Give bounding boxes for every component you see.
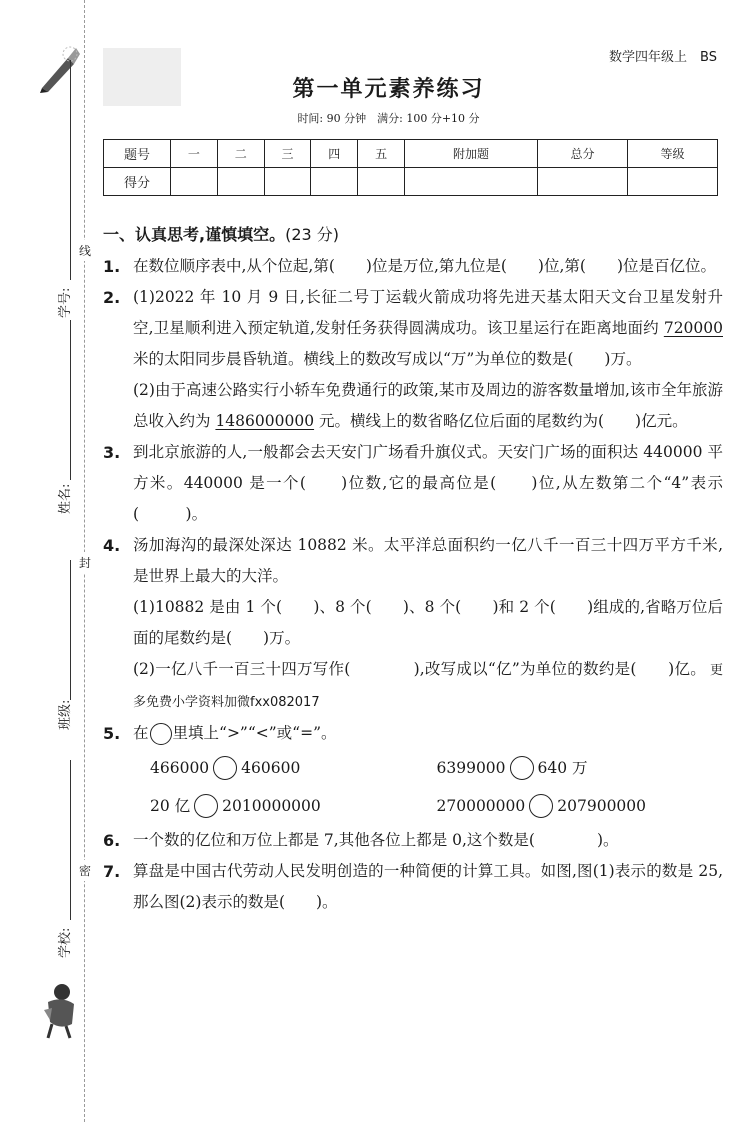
- question-number: 4.: [103, 536, 121, 555]
- compare-left: 466000: [150, 759, 210, 777]
- score-header-cell: 总分: [538, 140, 628, 168]
- name-label: 姓名:: [58, 483, 73, 514]
- compare-left: 270000000: [436, 797, 526, 815]
- question-3: [103, 437, 723, 530]
- compare-answer-circle[interactable]: [213, 756, 237, 780]
- text: (1)2022 年 10 月 9 日,长征二号丁运载火箭成功将先进天基太阳天文台卫星发射升空,卫星顺利进入预定轨道,发射任务获得圆满成功。该卫星运行在距离地面约: [133, 288, 723, 337]
- seal-char-line: 线: [79, 240, 91, 261]
- question-text: 在数位顺序表中,从个位起,第( )位是万位,第九位是( )位,第( )位是百亿位。: [133, 257, 716, 275]
- seal-char-seal: 封: [79, 552, 91, 573]
- name-line: [70, 320, 71, 480]
- compare-left: 20 亿: [150, 797, 191, 815]
- compare-right: 2010000000: [222, 797, 321, 815]
- compare-row: [103, 787, 723, 825]
- seal-char-secret: 密: [79, 860, 91, 881]
- question-number: 5.: [103, 724, 121, 743]
- score-header-cell: 等级: [628, 140, 718, 168]
- compare-item: [437, 787, 724, 825]
- compare-answer-circle[interactable]: [510, 756, 534, 780]
- question-body: [133, 530, 723, 718]
- score-cell[interactable]: [404, 168, 537, 196]
- compare-right: 207900000: [557, 797, 647, 815]
- question-4-part-2: [133, 654, 723, 718]
- page-title: 第一单元素养练习: [292, 76, 485, 102]
- school-label: 学校:: [58, 927, 73, 958]
- question-number: 6.: [103, 831, 121, 850]
- score-cell[interactable]: [171, 168, 218, 196]
- score-cell[interactable]: [628, 168, 718, 196]
- score-header-cell: 附加题: [404, 140, 537, 168]
- score-header-cell: 三: [264, 140, 311, 168]
- compare-answer-circle[interactable]: [529, 794, 553, 818]
- question-number: 1.: [103, 257, 121, 276]
- question-number: 7.: [103, 862, 121, 881]
- grade-tag: 数学四年级上 BS: [609, 50, 717, 65]
- score-header-cell: 五: [358, 140, 405, 168]
- compare-item: [150, 787, 437, 825]
- score-table: [103, 139, 718, 196]
- score-row-label: 得分: [104, 168, 171, 196]
- student-id-label: 学号:: [58, 287, 73, 318]
- text: (2)由于高速公路实行小轿车免费通行的政策,某市及周边的游客数量增加,该市全年旅游总收入约为: [133, 381, 723, 430]
- score-cell[interactable]: [538, 168, 628, 196]
- score-header-cell: 题号: [104, 140, 171, 168]
- score-header-cell: 二: [217, 140, 264, 168]
- compare-item: [437, 749, 724, 787]
- question-number: 3.: [103, 443, 121, 462]
- class-label: 班级:: [58, 699, 73, 730]
- compare-right: 640 万: [537, 759, 588, 777]
- question-2-part-2: [133, 375, 723, 437]
- question-text: [133, 718, 723, 749]
- score-cell[interactable]: [311, 168, 358, 196]
- underlined-number: 1486000000: [215, 412, 315, 430]
- compare-right: 460600: [241, 759, 301, 777]
- question-4-part-1: (1)10882 是由 1 个( )、8 个( )、8 个( )和 2 个( )组成的,省略万位后面的尾数约是( )万。: [133, 598, 723, 647]
- score-header-cell: 一: [171, 140, 218, 168]
- question-text: 算盘是中国古代劳动人民发明创造的一种简便的计算工具。如图,图(1)表示的数是 25,那么图(2)表示的数是( )。: [133, 862, 723, 911]
- question-2: [103, 282, 723, 437]
- ad-text: 更多免费小学资料加微fxx082017: [133, 663, 723, 710]
- question-text: 一个数的亿位和万位上都是 7,其他各位上都是 0,这个数是( )。: [133, 831, 619, 849]
- score-table-header-row: [104, 140, 718, 168]
- text: 元。横线上的数省略亿位后面的尾数约为( )亿元。: [314, 412, 688, 430]
- score-header-cell: 四: [311, 140, 358, 168]
- question-7: [103, 856, 723, 918]
- question-4-intro: 汤加海沟的最深处深达 10882 米。太平洋总面积约一亿八千一百三十四万平方千米,是世界上最大的大洋。: [133, 536, 723, 585]
- question-5: [103, 718, 723, 749]
- school-line: [70, 760, 71, 920]
- section-title: 一、认真思考,谨慎填空。: [103, 225, 286, 244]
- time-score-info: 时间: 90 分钟 满分: 100 分+10 分: [297, 112, 480, 125]
- compare-left: 6399000: [436, 759, 506, 777]
- question-text: 到北京旅游的人,一般都会去天安门广场看升旗仪式。天安门广场的面积达 440000 平方米。440000 是一个( )位数,它的最高位是( )位,从左数第二个“4”表示( )。: [133, 443, 723, 523]
- text: (2)一亿八千一百三十四万写作( ),改写成以“亿”为单位的数约是( )亿。: [133, 660, 706, 678]
- score-cell[interactable]: [264, 168, 311, 196]
- score-cell[interactable]: [358, 168, 405, 196]
- question-2-part-1: [133, 282, 723, 375]
- question-4: [103, 530, 723, 718]
- text: 米的太阳同步晨昏轨道。横线上的数改写成以“万”为单位的数是( )万。: [133, 350, 642, 368]
- class-line: [70, 560, 71, 700]
- exercise-content: [103, 222, 723, 918]
- question-6: [103, 825, 723, 856]
- compare-row: [103, 749, 723, 787]
- question-1: [103, 251, 723, 282]
- mascot-icon: [38, 980, 82, 1040]
- score-cell[interactable]: [217, 168, 264, 196]
- section-points: (23 分): [285, 225, 340, 244]
- question-body: [133, 282, 723, 437]
- score-table-score-row: [104, 168, 718, 196]
- question-number: 2.: [103, 288, 121, 307]
- text: 在: [133, 724, 149, 742]
- text: 里填上“>”“<”或“=”。: [172, 724, 337, 742]
- section-heading: [103, 222, 723, 245]
- compare-answer-circle[interactable]: [194, 794, 218, 818]
- circle-icon: [150, 723, 172, 745]
- compare-item: [150, 749, 437, 787]
- underlined-number: 720000: [663, 319, 723, 337]
